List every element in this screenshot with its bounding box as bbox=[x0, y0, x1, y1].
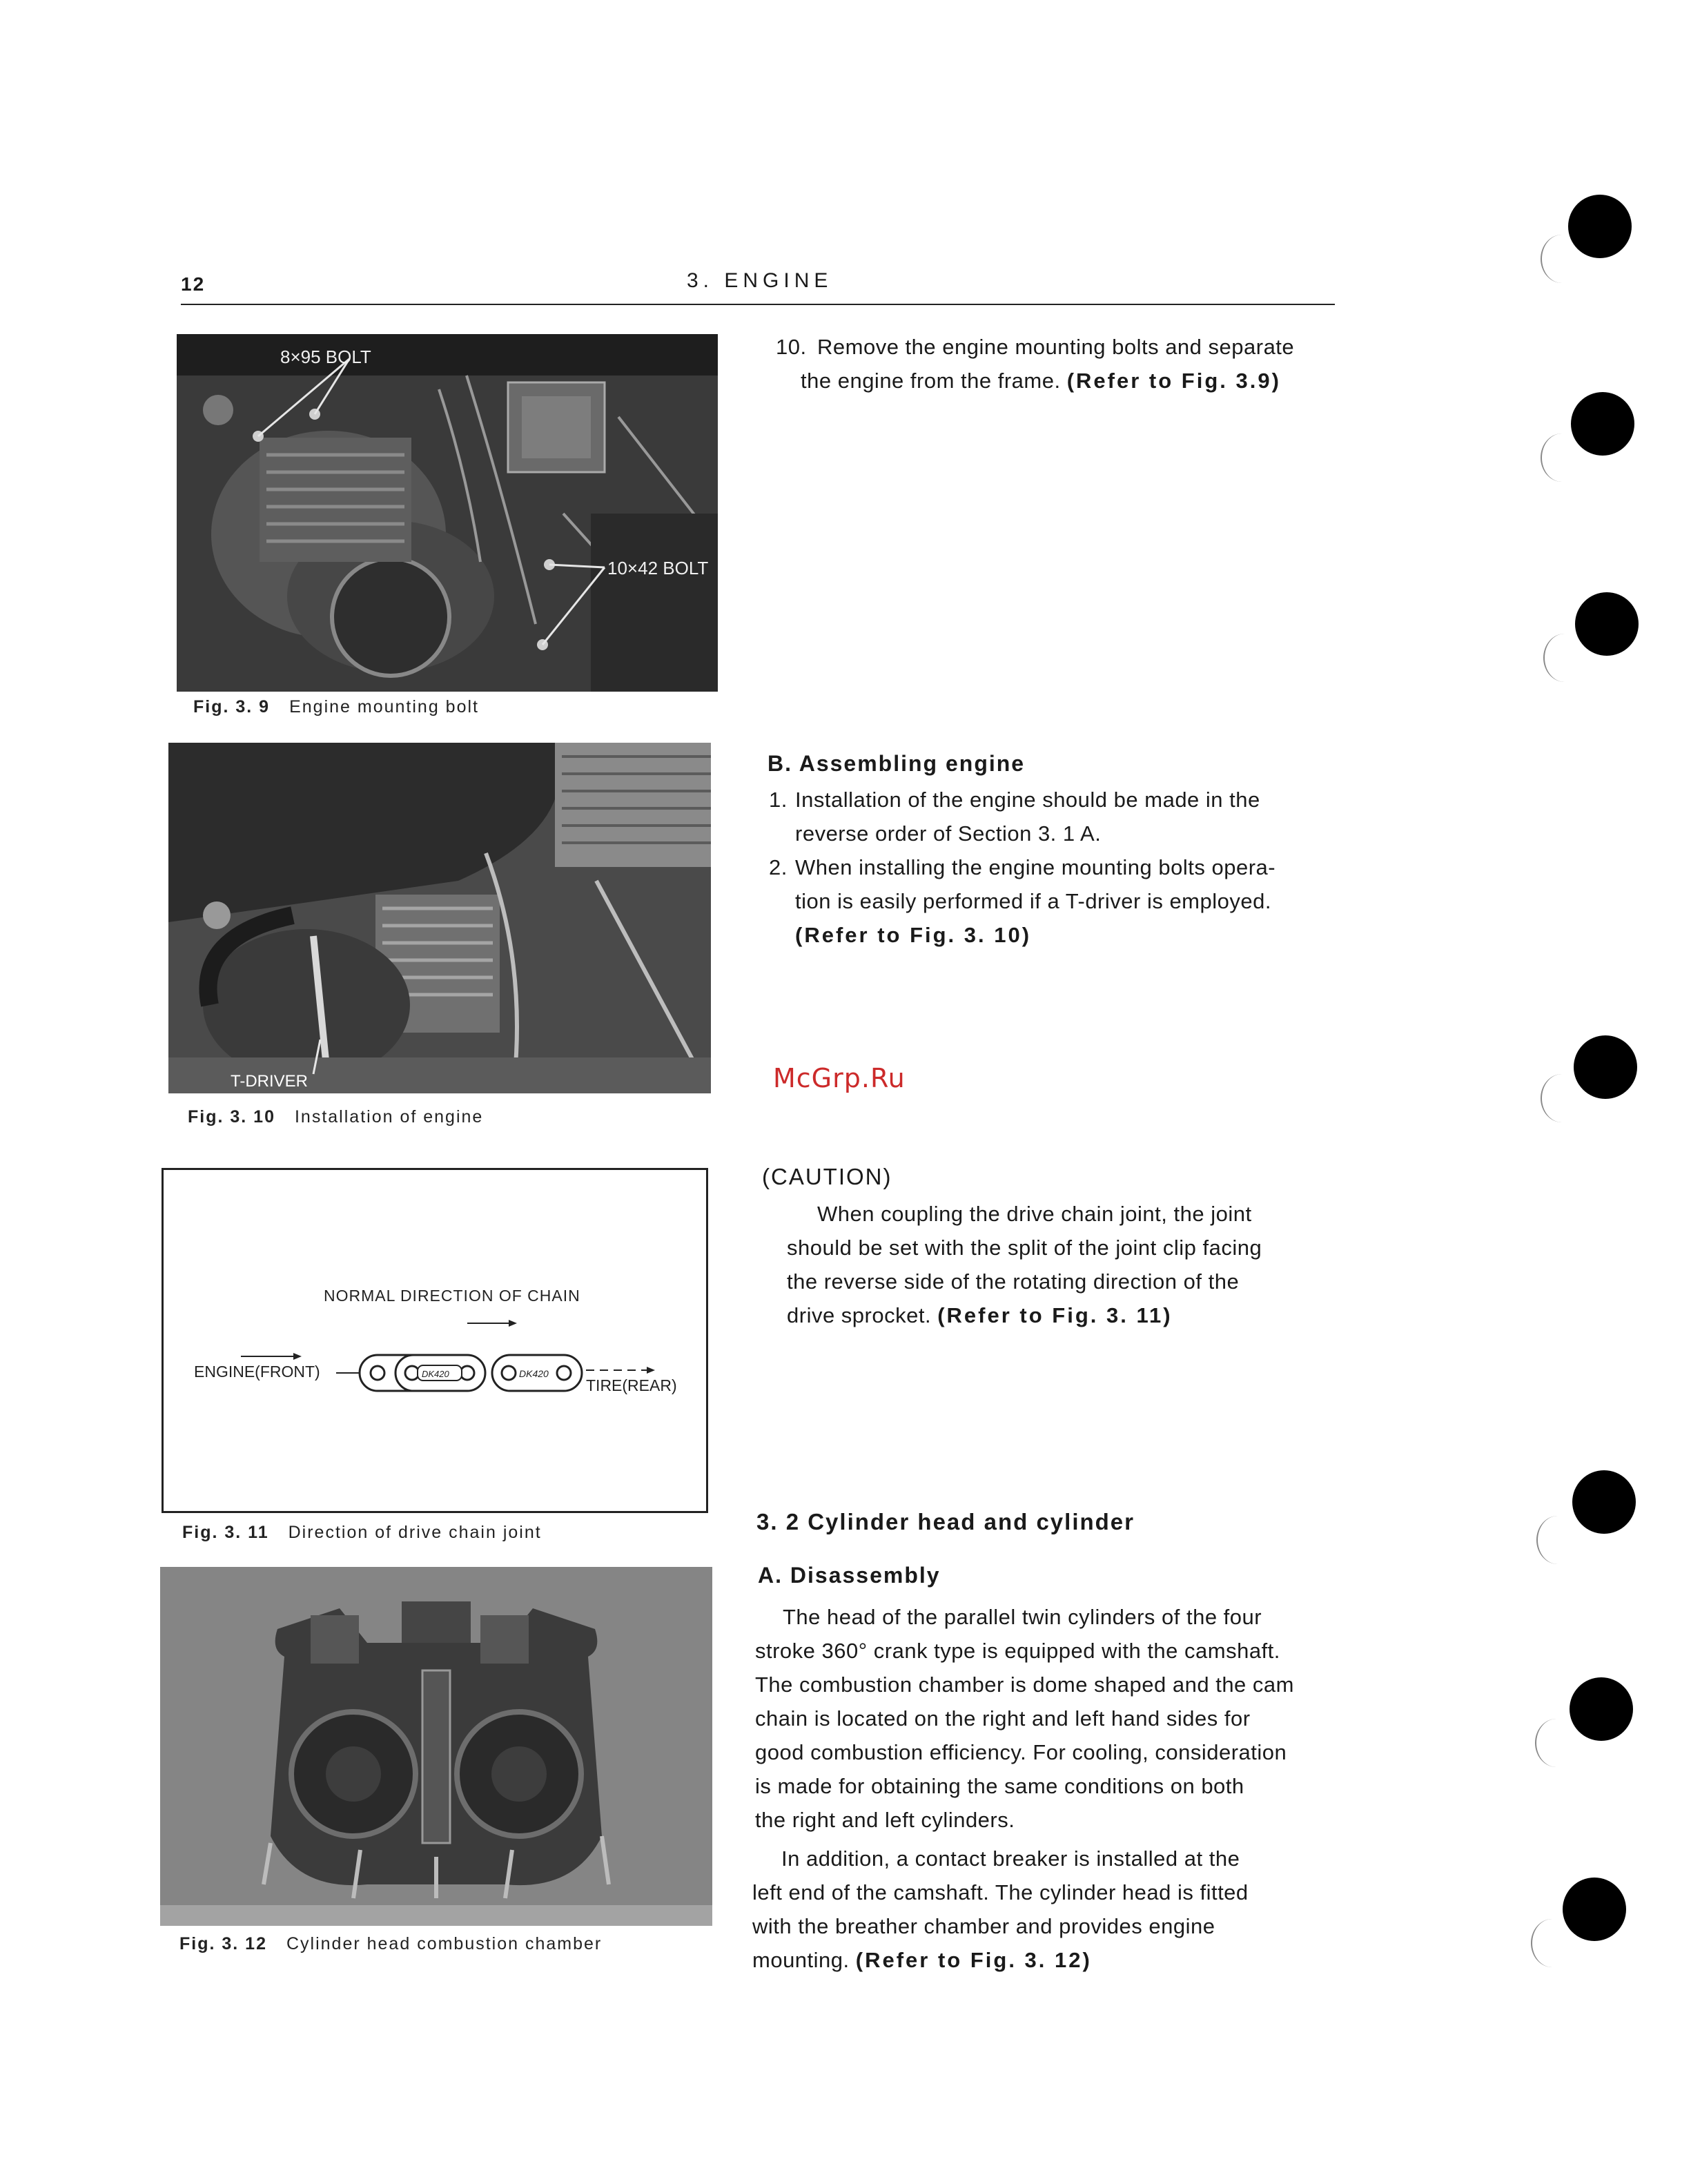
fig-3-10-photo bbox=[168, 743, 711, 1093]
binder-hole bbox=[1563, 1878, 1626, 1941]
p1-line: good combustion efficiency. For cooling, consideration bbox=[755, 1740, 1287, 1764]
p1-line: the right and left cylinders. bbox=[755, 1808, 1015, 1832]
caution-line-1: When coupling the drive chain joint, the joint bbox=[817, 1202, 1252, 1226]
assembling-list bbox=[769, 783, 1342, 952]
item-2-line-2: tion is easily performed if a T-driver is employed. bbox=[795, 889, 1271, 913]
binder-hole-arc bbox=[1541, 433, 1583, 482]
fig-3-12-caption bbox=[179, 1934, 602, 1954]
p2-last-line: mounting. bbox=[752, 1948, 850, 1972]
section-3-2-heading: 3. 2 Cylinder head and cylinder bbox=[756, 1509, 1135, 1534]
assembling-heading: B. Assembling engine bbox=[768, 751, 1026, 776]
watermark: McGrp.Ru bbox=[773, 1063, 906, 1093]
fig-3-10-label: T-DRIVER bbox=[231, 1072, 309, 1091]
caution-line-3: the reverse side of the rotating direction of the bbox=[787, 1269, 1240, 1294]
normal-direction-label: NORMAL DIRECTION OF CHAIN bbox=[324, 1287, 580, 1305]
p1-line: The combustion chamber is dome shaped and the cam bbox=[755, 1673, 1294, 1697]
fig-3-11-diagram bbox=[162, 1168, 708, 1513]
item-1-line-1: Installation of the engine should be made in the bbox=[795, 788, 1260, 812]
fig-3-9-label-top: 8×95 BOLT bbox=[280, 347, 371, 367]
p2-line: In addition, a contact breaker is installed at the bbox=[781, 1846, 1240, 1871]
fig-3-11-caption bbox=[182, 1523, 542, 1543]
fig-3-9-caption bbox=[193, 697, 479, 717]
binder-hole bbox=[1570, 1677, 1633, 1741]
p2-line: with the breather chamber and provides engine bbox=[752, 1914, 1215, 1938]
fig-3-12-caption-text: Cylinder head combustion chamber bbox=[286, 1934, 603, 1953]
p1-line: chain is located on the right and left hand sides for bbox=[755, 1706, 1251, 1730]
step-10-ref: (Refer to Fig. 3.9) bbox=[1066, 369, 1281, 393]
engine-front-label: ENGINE(FRONT) bbox=[194, 1363, 320, 1381]
caution-heading: (CAUTION) bbox=[762, 1164, 892, 1189]
caution-ref: (Refer to Fig. 3. 11) bbox=[937, 1303, 1173, 1327]
p1-line: is made for obtaining the same conditions on both bbox=[755, 1774, 1244, 1798]
p1-line: stroke 360° crank type is equipped with the camshaft. bbox=[755, 1639, 1280, 1663]
binder-hole-arc bbox=[1531, 1919, 1574, 1967]
fig-3-9-caption-text: Engine mounting bolt bbox=[289, 697, 479, 716]
section-3-2-paragraph-1 bbox=[755, 1600, 1328, 1837]
fig-3-12-number: Fig. 3. 12 bbox=[179, 1934, 267, 1953]
binder-hole-arc bbox=[1536, 1516, 1579, 1564]
fig-3-9-label-right: 10×42 BOLT bbox=[607, 558, 709, 578]
caution-line-2: should be set with the split of the joint clip facing bbox=[787, 1236, 1262, 1260]
step-10-number: 10. bbox=[776, 335, 807, 359]
fig-3-9-number: Fig. 3. 9 bbox=[193, 697, 271, 716]
fig-3-9-photo bbox=[177, 334, 718, 692]
fig-3-10-number: Fig. 3. 10 bbox=[188, 1107, 275, 1127]
item-2-line-1: When installing the engine mounting bolts opera- bbox=[795, 855, 1276, 879]
tire-rear-label: TIRE(REAR) bbox=[586, 1376, 677, 1394]
item-1-line-2: reverse order of Section 3. 1 A. bbox=[795, 821, 1102, 846]
step-10-paragraph bbox=[776, 330, 1342, 398]
section-3-2-ref: (Refer to Fig. 3. 12) bbox=[855, 1948, 1092, 1972]
fig-3-10-caption-text: Installation of engine bbox=[294, 1107, 484, 1127]
binder-hole bbox=[1572, 1470, 1636, 1534]
item-2-ref: (Refer to Fig. 3. 10) bbox=[795, 923, 1032, 947]
binder-hole-arc bbox=[1541, 1074, 1583, 1122]
step-10-line-2: the engine from the frame. bbox=[801, 369, 1061, 393]
binder-hole-arc bbox=[1535, 1719, 1578, 1767]
binder-hole bbox=[1574, 1035, 1637, 1099]
fig-3-12-photo bbox=[160, 1567, 712, 1926]
fig-3-11-number: Fig. 3. 11 bbox=[182, 1523, 269, 1542]
item-1-number: 1. bbox=[769, 788, 788, 812]
link-mark-1: DK420 bbox=[422, 1369, 449, 1379]
fig-3-11-caption-text: Direction of drive chain joint bbox=[288, 1523, 542, 1542]
header-rule bbox=[181, 304, 1335, 305]
binder-hole bbox=[1575, 592, 1639, 656]
installation-photo-illustration bbox=[168, 743, 711, 1093]
drive-chain-diagram bbox=[164, 1170, 706, 1511]
caution-paragraph bbox=[787, 1197, 1332, 1332]
page-number: 12 bbox=[181, 273, 206, 295]
p2-line: left end of the camshaft. The cylinder head is fitted bbox=[752, 1880, 1249, 1904]
disassembly-heading: A. Disassembly bbox=[758, 1563, 941, 1588]
cylinder-head-photo-illustration bbox=[160, 1567, 712, 1926]
link-mark-2: DK420 bbox=[519, 1368, 549, 1379]
caution-line-4: drive sprocket. bbox=[787, 1303, 932, 1327]
p1-line: The head of the parallel twin cylinders of the four bbox=[783, 1605, 1262, 1629]
binder-hole-arc bbox=[1543, 634, 1586, 682]
fig-3-10-caption bbox=[188, 1107, 483, 1127]
binder-hole-arc bbox=[1541, 235, 1583, 283]
chapter-title: 3. ENGINE bbox=[687, 269, 833, 292]
item-2-number: 2. bbox=[769, 855, 788, 879]
engine-photo-illustration bbox=[177, 334, 718, 692]
step-10-line-1: Remove the engine mounting bolts and separate bbox=[817, 335, 1295, 359]
section-3-2-paragraph-2 bbox=[752, 1842, 1328, 1977]
